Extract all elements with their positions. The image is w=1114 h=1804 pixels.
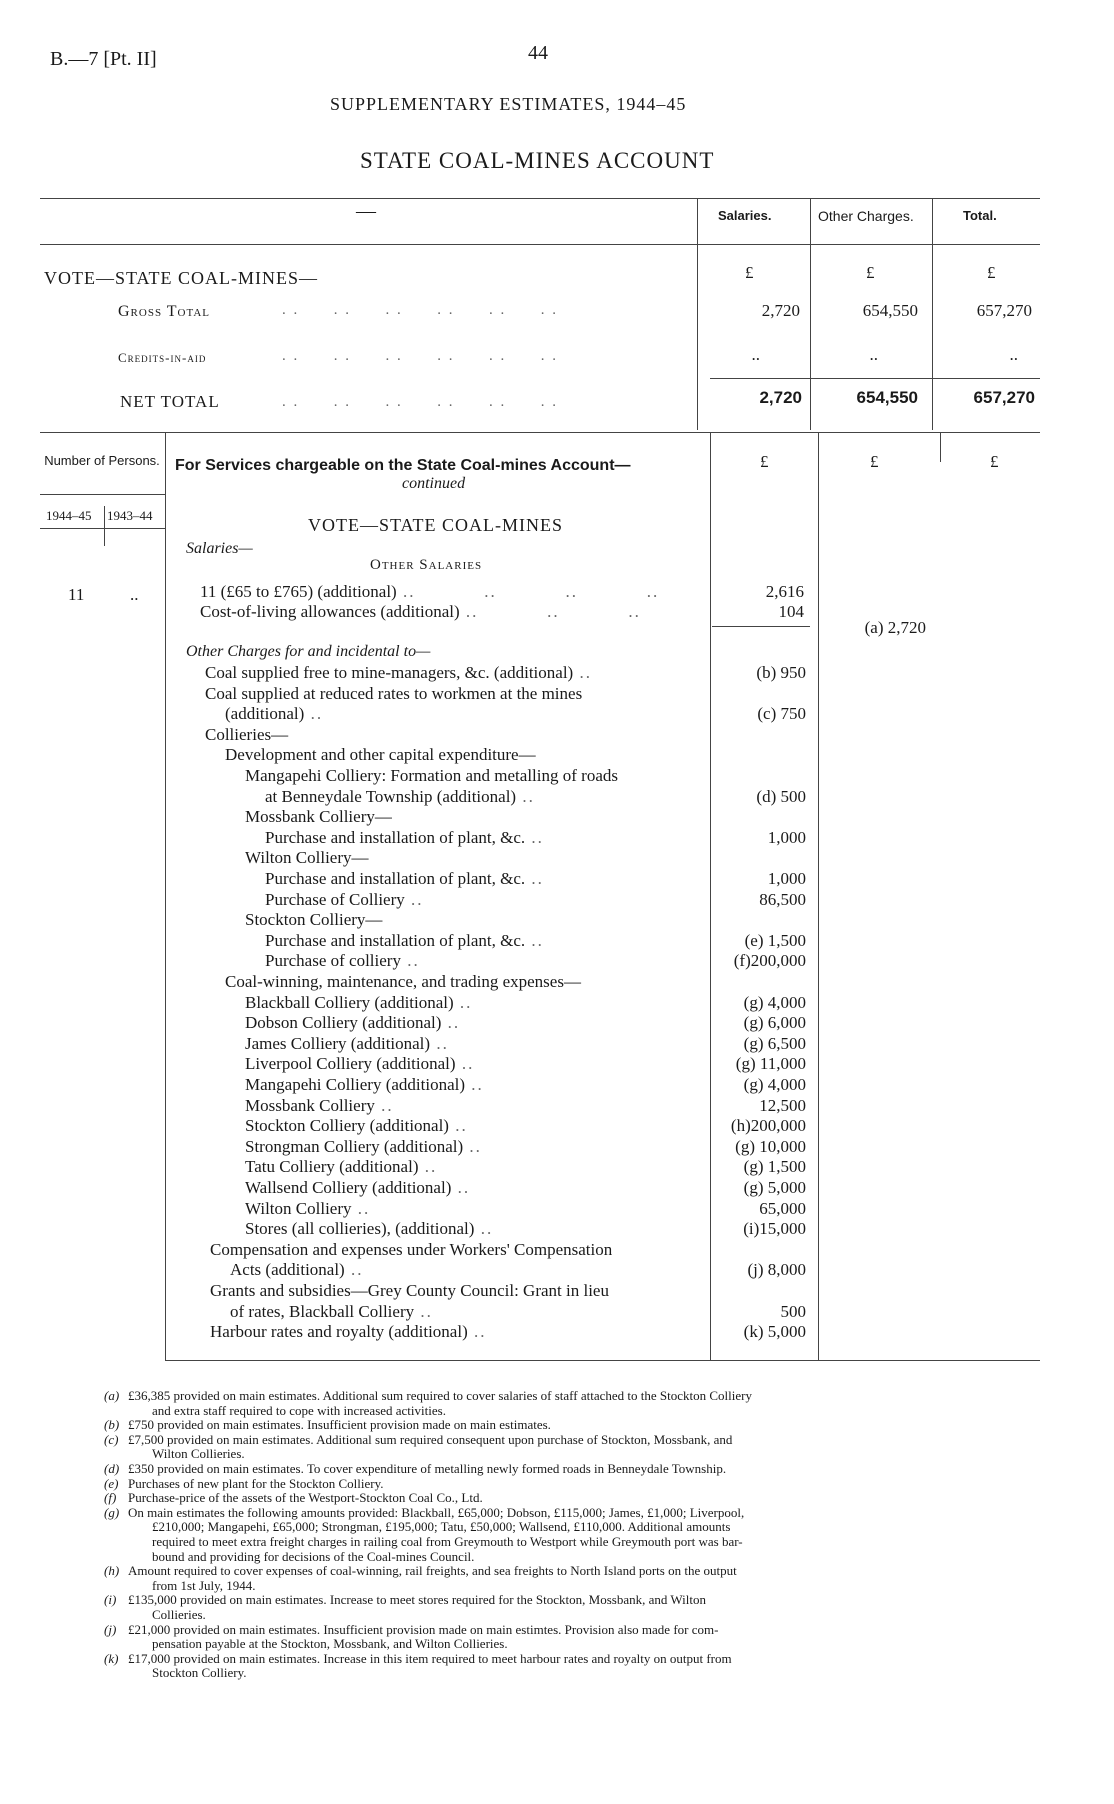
footnote-key: (h) [104, 1563, 120, 1579]
charge-item [230, 1259, 363, 1280]
leader-dots: .. [430, 1033, 449, 1053]
charge-item [225, 703, 323, 724]
leader-dots: .. [344, 1260, 364, 1280]
leader-dots: . . . . . . . . . . . . [282, 394, 558, 410]
footnote-line [104, 1432, 732, 1447]
footnote-line [104, 1417, 551, 1432]
charge-item [245, 806, 392, 827]
salaries-heading: Salaries— [186, 540, 253, 557]
leader-dots: .. [463, 1136, 482, 1156]
charge-item-label: Development and other capital expenditure— [225, 745, 536, 765]
charge-item-label: Tatu Colliery (additional) [245, 1157, 419, 1177]
charge-item [245, 1156, 437, 1177]
footnote-text: Purchase-price of the assets of the Westport-Stockton Coal Co., Ltd. [128, 1490, 483, 1506]
charge-item [230, 1301, 433, 1322]
charge-item-amount: (d) 500 [756, 786, 806, 806]
charge-item-label: Purchase of colliery [265, 951, 401, 971]
leader-dots: .. [351, 1198, 371, 1218]
footnote-line [104, 1563, 737, 1578]
charge-item [265, 889, 424, 910]
charge-item-label: at Benneydale Township (additional) [265, 786, 517, 806]
currency-salaries: £ [760, 452, 769, 471]
footnote-key: (k) [104, 1650, 119, 1666]
continued-label: continued [402, 475, 466, 492]
charge-item [245, 765, 618, 786]
summary-top-rule [40, 198, 1040, 199]
year-header-1943: 1943–44 [107, 508, 153, 523]
footnote-text: Amount required to cover expenses of coal-winning, rail freights, and sea freights to North Island ports on the output [128, 1563, 737, 1579]
leader-dots: .. [374, 1095, 394, 1115]
charge-item-label: Coal supplied free to mine-managers, &c. (additional) [205, 663, 574, 682]
page-number: 44 [528, 42, 548, 64]
footnote-text: £350 provided on main estimates. To cover expenditure of metalling newly formed roads in Benneydale Township. [128, 1461, 727, 1476]
charge-item [245, 1136, 482, 1157]
charge-item [245, 847, 369, 868]
footnote-line [104, 1592, 706, 1607]
charge-item-amount: (g) 6,000 [743, 1013, 806, 1033]
col-total-header: Total. [963, 208, 997, 223]
persons-1944: 11 [68, 585, 85, 604]
charge-item [265, 868, 544, 889]
salary-total: (a) 2,720 [864, 618, 926, 637]
footnote-text: £36,385 provided on main estimates. Additional sum required to cover salaries of staff attached to the Stockton Colliery [128, 1388, 752, 1403]
net-salaries: 2,720 [759, 388, 802, 407]
charge-item-amount: 12,500 [759, 1095, 806, 1115]
footnote-line [104, 1388, 752, 1403]
document-reference: B.—7 [Pt. II] [50, 48, 157, 70]
salary-line: Cost-of-living allowances (additional) .. .. .. [200, 602, 641, 621]
leader-dots: .. [465, 1075, 484, 1094]
charge-item-amount: (g) 4,000 [743, 992, 806, 1012]
charge-item [245, 1012, 460, 1033]
footnote-line [152, 1403, 446, 1418]
footnote-line [152, 1534, 743, 1549]
net-other: 654,550 [856, 388, 918, 407]
summary-col-divider-1 [697, 198, 698, 430]
charge-item-label: Mangapehi Colliery (additional) [245, 1075, 465, 1094]
year-col-divider [104, 506, 105, 546]
detail-col-divider-2 [818, 432, 819, 1360]
charge-item [205, 683, 582, 704]
charge-item-label: Mossbank Colliery [245, 1095, 375, 1115]
credits-salaries: .. [751, 345, 760, 364]
charge-item-amount: (b) 950 [756, 663, 806, 682]
footnote-text: £21,000 provided on main estimates. Insufficient provision made on main estimtes. Provision also made for com- [128, 1621, 719, 1637]
footnote-text: £7,500 provided on main estimates. Additional sum required consequent upon purchase of Stockton, Mossbank, and [128, 1431, 733, 1447]
charge-item-amount: 86,500 [759, 889, 806, 909]
charge-item-label: (additional) [225, 704, 305, 724]
charge-item-label: Strongman Colliery (additional) [245, 1136, 464, 1156]
charge-item-label: Collieries— [205, 724, 289, 744]
leader-dots: .. [467, 1322, 487, 1342]
persons-col-divider [165, 432, 166, 1360]
credits-total: .. [1009, 345, 1018, 364]
leader-dots: .. [573, 663, 592, 682]
salary-amount: 2,616 [765, 582, 804, 601]
footnote-line [152, 1519, 730, 1534]
summary-dash: — [356, 200, 376, 222]
footnote-line [152, 1665, 247, 1680]
footnote-text: Purchases of new plant for the Stockton Colliery. [128, 1475, 384, 1491]
leader-dots: .. [400, 951, 420, 971]
page-title: STATE COAL-MINES ACCOUNT [360, 148, 715, 173]
detail-col-divider-3 [940, 432, 941, 462]
charge-item-label: Compensation and expenses under Workers' Compensation [210, 1239, 613, 1259]
footnote-line [152, 1607, 206, 1622]
summary-col-divider-3 [932, 198, 933, 430]
currency-total: £ [987, 263, 996, 282]
footnote-text: £210,000; Mangapehi, £65,000; Strongman, £195,000; Tatu, £50,000; Wallsend, £110,000. Additional amounts [152, 1519, 731, 1535]
leader-dots: . . . . . . . . . . . . [282, 302, 558, 318]
currency-other: £ [866, 263, 875, 282]
currency-salaries: £ [745, 263, 754, 282]
charge-item [225, 744, 536, 765]
charge-item-amount: (h)200,000 [730, 1116, 806, 1136]
footnote-text: £750 provided on main estimates. Insufficient provision made on main estimates. [128, 1417, 551, 1433]
charge-item [245, 1177, 470, 1198]
credits-other: .. [869, 345, 878, 364]
number-of-persons-header: Number of Persons. [44, 453, 160, 468]
charge-item-label: Wilton Colliery [245, 1198, 352, 1218]
salary-amount: 104 [778, 602, 804, 621]
charge-item [265, 827, 544, 848]
footnote-line [104, 1476, 384, 1491]
leader-dots: .. [451, 1178, 471, 1197]
footnote-line [104, 1622, 718, 1637]
footnote-line [152, 1578, 256, 1593]
footnote-line [104, 1505, 744, 1520]
charge-item [205, 662, 592, 683]
footnote-text: £17,000 provided on main estimates. Increase in this item required to meet harbour rates and royalty on output from [128, 1650, 732, 1666]
charge-item-label: Liverpool Colliery (additional) [245, 1054, 456, 1074]
net-total: 657,270 [973, 388, 1035, 407]
persons-1943: .. [130, 585, 139, 604]
charge-item [245, 1198, 370, 1219]
charge-item [245, 1033, 449, 1054]
charge-item-amount: (g) 1,500 [743, 1157, 806, 1177]
net-total-rule [710, 378, 1040, 379]
charge-item-amount: 1,000 [767, 869, 806, 888]
charge-item-amount: 500 [780, 1301, 806, 1321]
year-header-1944: 1944–45 [46, 508, 92, 523]
charge-item [265, 786, 535, 807]
leader-dots: .. [474, 1219, 494, 1239]
summary-row-label: NET TOTAL [120, 392, 220, 411]
footnote-text: required to meet extra freight charges in railing coal from Greymouth to Westport while Greymouth port was bar- [152, 1534, 743, 1549]
salary-subtotal-rule [712, 626, 810, 627]
detail-col-divider-1 [710, 432, 711, 1360]
footnote-text: Wilton Collieries. [152, 1446, 245, 1462]
charge-item-amount: (k) 5,000 [743, 1322, 806, 1342]
vote-heading: VOTE—STATE COAL-MINES [308, 515, 564, 535]
persons-header-rule [40, 494, 165, 495]
charge-item [245, 1074, 484, 1095]
footnote-key: (a) [104, 1388, 120, 1403]
charge-item [245, 1218, 493, 1239]
footnote-key: (b) [104, 1417, 120, 1433]
summary-col-divider-2 [810, 198, 811, 430]
charge-item-amount: (e) 1,500 [744, 930, 806, 950]
col-other-header: Other Charges. [818, 208, 914, 224]
charge-item-label: Purchase and installation of plant, &c. [265, 930, 526, 950]
charge-item-label: Purchase and installation of plant, &c. [265, 869, 526, 888]
footnote-line [104, 1490, 483, 1505]
leader-dots: .. [453, 992, 473, 1012]
charge-item [210, 1239, 612, 1260]
charge-item-label: Wilton Colliery— [245, 848, 369, 868]
charge-item-amount: (j) 8,000 [747, 1260, 806, 1280]
footnote-line [152, 1636, 508, 1651]
charge-item [245, 1053, 474, 1074]
leader-dots: .. [525, 827, 544, 847]
charge-item-amount: 65,000 [759, 1198, 806, 1218]
charge-item-label: Blackball Colliery (additional) [245, 992, 454, 1012]
footnote-key: (g) [104, 1504, 120, 1520]
charge-item [205, 724, 288, 745]
charge-item [225, 971, 581, 992]
charge-item-label: Acts (additional) [230, 1260, 345, 1280]
charge-item [245, 1115, 468, 1136]
leader-dots: .. [448, 1116, 468, 1136]
footnote-key: (f) [104, 1490, 117, 1506]
gross-salaries: 2,720 [761, 301, 800, 320]
footnote-text: bound and providing for decisions of the Coal-mines Council. [152, 1548, 475, 1564]
gross-total: 657,270 [976, 301, 1032, 320]
charge-item-label: Stockton Colliery (additional) [245, 1116, 449, 1136]
charge-item-label: Mossbank Colliery— [245, 807, 392, 827]
footnote-line [104, 1651, 732, 1666]
currency-other: £ [870, 452, 879, 471]
footnote-text: £135,000 provided on main estimates. Increase to meet stores required for the Stockton, Mossbank, and Wilton [128, 1592, 706, 1608]
summary-row-label: Gross Total [118, 303, 211, 320]
footnote-text: Stockton Colliery. [152, 1665, 247, 1681]
footnote-text: from 1st July, 1944. [152, 1577, 256, 1593]
charge-item-label: of rates, Blackball Colliery [230, 1301, 415, 1321]
charge-item-amount: (f)200,000 [733, 951, 806, 971]
charge-item-label: Grants and subsidies—Grey County Council: Grant in lieu [210, 1281, 609, 1300]
leader-dots: .. [525, 869, 544, 888]
leader-dots: .. [441, 1013, 461, 1033]
leader-dots: .. [516, 786, 535, 806]
footnote-text: and extra staff required to cope with increased activities. [152, 1402, 446, 1418]
summary-row-label: Credits-in-aid [118, 350, 207, 365]
charge-item-label: Stores (all collieries), (additional) [245, 1219, 475, 1239]
charge-item-label: Coal-winning, maintenance, and trading expenses— [225, 972, 581, 991]
footnote-key: (j) [104, 1621, 117, 1637]
footnote-key: (e) [104, 1475, 119, 1491]
footnote-key: (d) [104, 1461, 120, 1476]
charge-item-label: Purchase and installation of plant, &c. [265, 827, 526, 847]
footnote-text: pensation payable at the Stockton, Mossbank, and Wilton Collieries. [152, 1636, 508, 1652]
leader-dots: .. [414, 1301, 433, 1321]
footnote-line [152, 1549, 474, 1564]
charge-item [245, 909, 382, 930]
charge-item [245, 992, 472, 1013]
leader-dots: . . . . . . . . . . . . [282, 348, 558, 364]
other-salaries-heading: Other Salaries [370, 557, 483, 573]
charge-item [265, 950, 420, 971]
charge-item-amount: 1,000 [767, 827, 806, 847]
col-salaries-header: Salaries. [718, 208, 772, 223]
summary-bottom-rule [40, 432, 1040, 433]
other-charges-heading: Other Charges for and incidental to— [186, 643, 431, 660]
footnote-line [152, 1446, 245, 1461]
charge-item-amount: (g) 4,000 [743, 1075, 806, 1094]
leader-dots: .. [404, 889, 424, 909]
salary-line: 11 (£65 to £765) (additional) .. .. .. .. [200, 582, 660, 601]
charge-item-amount: (g) 6,500 [743, 1033, 806, 1053]
charge-item-amount: (g) 10,000 [735, 1136, 806, 1156]
charge-item-amount: (g) 11,000 [735, 1054, 806, 1074]
page-subtitle: SUPPLEMENTARY ESTIMATES, 1944–45 [330, 94, 687, 114]
charge-item [210, 1280, 609, 1301]
footnote-key: (c) [104, 1431, 119, 1447]
leader-dots: .. [304, 704, 324, 724]
charge-item-label: Harbour rates and royalty (additional) [210, 1322, 468, 1342]
currency-total: £ [990, 452, 999, 471]
charge-item-label: Coal supplied at reduced rates to workmen at the mines [205, 683, 583, 703]
charge-item-label: Wallsend Colliery (additional) [245, 1178, 452, 1197]
services-heading: For Services chargeable on the State Coal-mines Account— [175, 457, 631, 474]
charge-item [265, 930, 544, 951]
charge-item-label: Mangapehi Colliery: Formation and metalling of roads [245, 766, 618, 785]
charge-item-amount: (c) 750 [757, 704, 806, 724]
charge-item-label: Purchase of Colliery [265, 889, 405, 909]
charge-item-label: Stockton Colliery— [245, 910, 383, 930]
detail-bottom-rule [165, 1360, 1040, 1361]
footnote-line [104, 1461, 726, 1476]
leader-dots: .. [525, 930, 544, 950]
footnote-text: On main estimates the following amounts provided: Blackball, £65,000; Dobson, £115,000; James, £1,000; Liverpool, [128, 1504, 745, 1520]
footnote-text: Collieries. [152, 1607, 206, 1622]
leader-dots: .. [418, 1157, 438, 1177]
charge-item-label: James Colliery (additional) [245, 1033, 431, 1053]
summary-header-rule [40, 244, 1040, 245]
vote-label: VOTE—STATE COAL-MINES— [44, 268, 319, 288]
charge-item-label: Dobson Colliery (additional) [245, 1013, 442, 1033]
charge-item-amount: (i)15,000 [743, 1219, 806, 1239]
gross-other: 654,550 [862, 301, 918, 320]
leader-dots: .. [455, 1054, 475, 1074]
charge-item [245, 1095, 394, 1116]
year-header-rule [40, 528, 165, 529]
charge-item-amount: (g) 5,000 [743, 1178, 806, 1197]
charge-item [210, 1321, 487, 1342]
footnote-key: (i) [104, 1592, 117, 1608]
